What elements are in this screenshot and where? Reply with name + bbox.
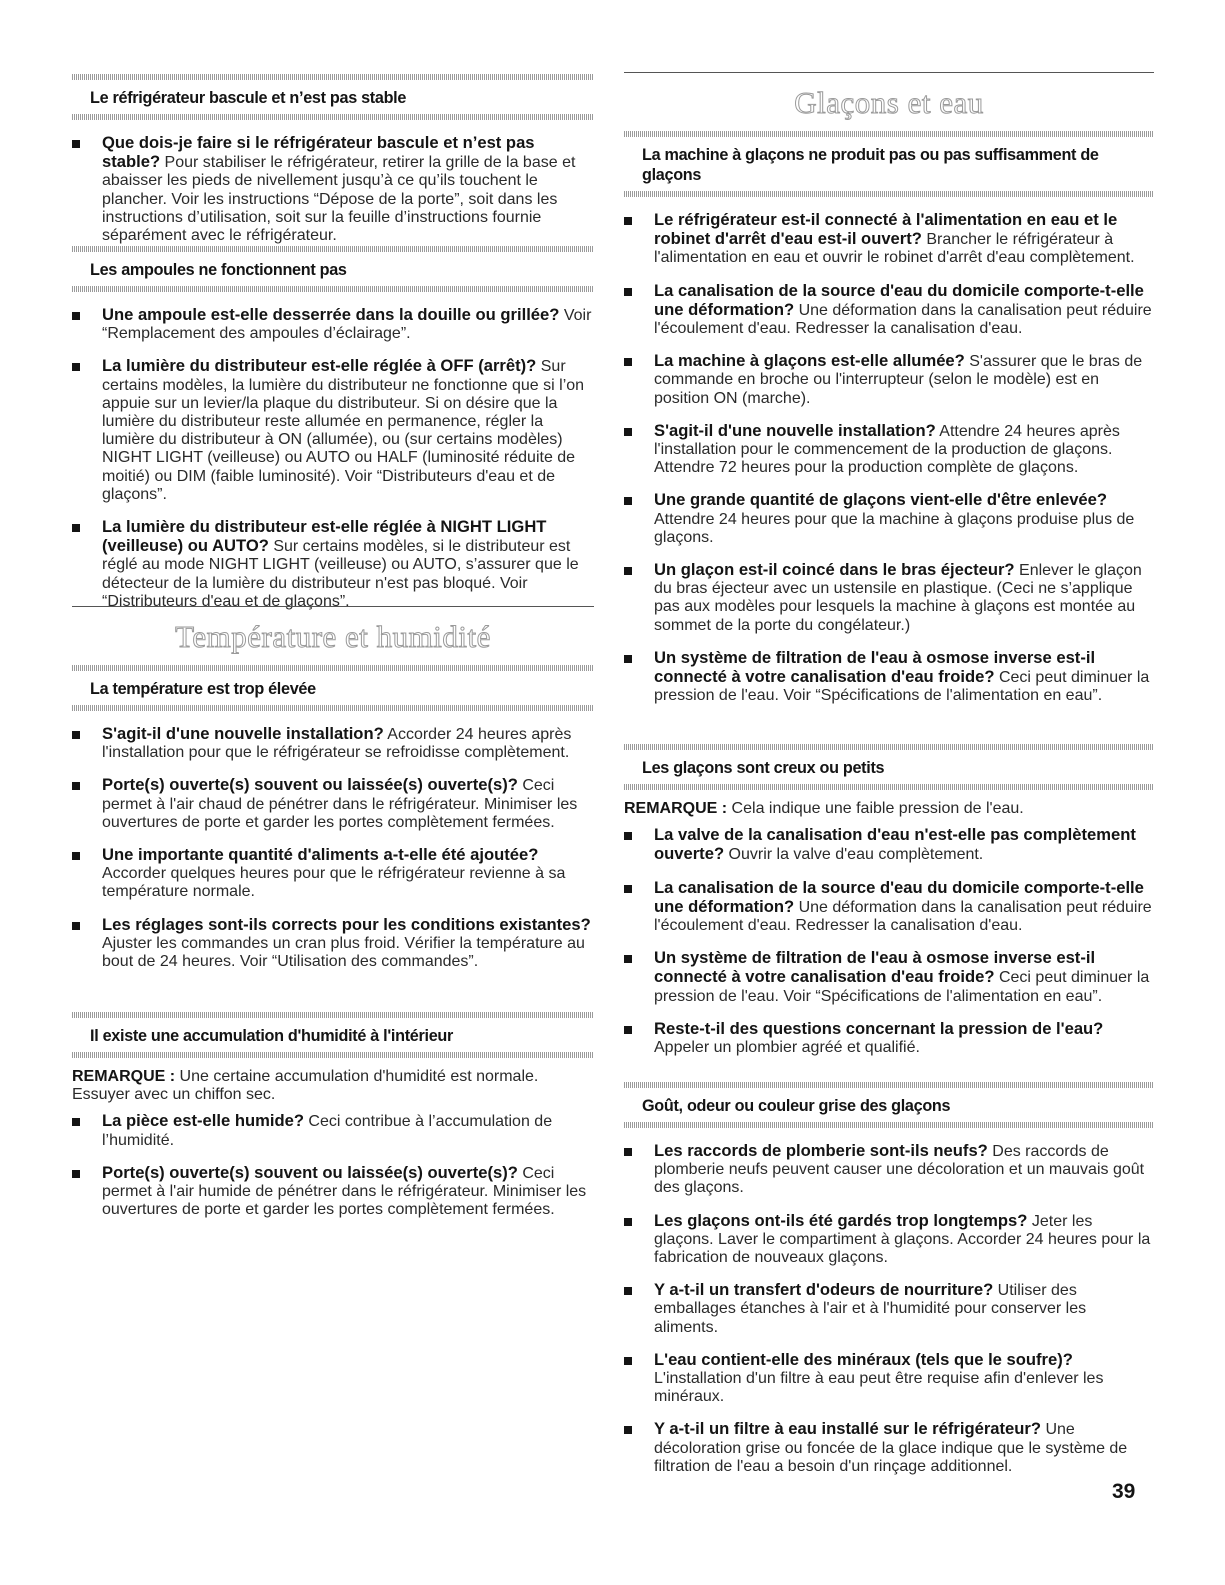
subsection-title: Les ampoules ne fonctionnent pas — [90, 261, 347, 279]
item-answer: Des raccords de plomberie neufs peuvent causer une décoloration et un mauvais goût des glaçons. — [654, 1143, 1145, 1197]
item-question: La lumière du distributeur est-elle réglée à NIGHT LIGHT (veilleuse) ou AUTO? — [102, 517, 547, 556]
list-item — [624, 649, 1154, 706]
item-answer: Sur certains modèles, si le distributeur est réglé au mode NIGHT LIGHT (veilleuse) ou AUTO, s’assurer que le détecteur de la lumière du distributeur n'est pas bloqué. Voir “Distributeurs d'eau et de glaçons”. — [102, 538, 579, 610]
item-question: Porte(s) ouverte(s) souvent ou laissée(s) ouverte(s)? — [102, 775, 518, 795]
section-hollow-cubes — [624, 744, 1154, 1057]
item-answer: Ceci peut diminuer la pression de l'eau. Voir “Spécifications de l'alimentation en eau”. — [654, 669, 1150, 705]
item-answer: Ceci peut diminuer la pression de l'eau. Voir “Spécifications de l'alimentation en eau”. — [654, 969, 1150, 1005]
hatch-divider — [624, 1122, 1154, 1128]
list-item — [72, 916, 594, 972]
item-answer: Accorder quelques heures pour que le réfrigérateur revienne à sa température normale. — [102, 865, 566, 901]
item-question: Les réglages sont-ils corrects pour les conditions existantes? — [102, 914, 591, 934]
item-question: Y a-t-il un transfert d'odeurs de nourriture? — [654, 1280, 994, 1300]
item-answer: Ceci contribue à l’accumulation de l’humidité. — [102, 1113, 553, 1149]
item-answer: Utiliser des emballages étanches à l'air et à l'humidité pour conserver les aliments. — [654, 1282, 1087, 1336]
section-heading: Température et humidité — [175, 619, 491, 654]
item-question: Une ampoule est-elle desserrée dans la douille ou grillée? — [102, 305, 560, 324]
hatch-divider — [72, 286, 594, 292]
list-item — [624, 879, 1154, 936]
section-ice-water — [624, 72, 1154, 705]
item-answer: Brancher le réfrigérateur à l'alimentation en eau et ouvrir le robinet d'arrêt d'eau complètement. — [654, 231, 1135, 267]
list-item — [72, 1112, 594, 1149]
section-bulbs — [72, 246, 594, 611]
note-label: REMARQUE : — [72, 1068, 176, 1085]
note-text: Cela indique une faible pression de l'eau. — [727, 800, 1024, 817]
item-question: La pièce est-elle humide? — [102, 1111, 304, 1131]
list-item — [72, 1164, 594, 1220]
list-item — [624, 1281, 1154, 1337]
item-question: Que dois-je faire si le réfrigérateur bascule et n’est pas stable? — [102, 133, 535, 172]
subsection-title: La machine à glaçons ne produit pas ou pas suffisamment de glaçons — [642, 146, 1099, 184]
item-question: La canalisation de la source d'eau du domicile comporte-t-elle une déformation? — [654, 877, 1144, 916]
page-number: 39 — [1112, 1480, 1136, 1503]
item-question: Un glaçon est-il coincé dans le bras éjecteur? — [654, 560, 1015, 580]
item-answer: Ceci permet à l'air humide de pénétrer dans le réfrigérateur. Minimiser les ouvertures de porte et garder les portes complètement fermées. — [102, 1164, 587, 1219]
item-question: La machine à glaçons est-elle allumée? — [654, 351, 965, 371]
section-tipping — [72, 74, 594, 245]
list-item — [624, 1142, 1154, 1198]
list-item — [72, 134, 594, 245]
list-item — [624, 826, 1154, 864]
hatch-divider — [624, 784, 1154, 790]
section-moisture — [72, 1012, 594, 1219]
note-text: Une certaine accumulation d'humidité est normale. Essuyer avec un chiffon sec. — [72, 1068, 539, 1104]
section-taste-odor — [624, 1082, 1154, 1476]
list-item — [624, 1420, 1154, 1476]
item-answer: L'installation d'un filtre à eau peut être requise afin d'enlever les minéraux. — [654, 1370, 1104, 1406]
item-question: Porte(s) ouverte(s) souvent ou laissée(s) ouverte(s)? — [102, 1162, 518, 1182]
item-answer: Pour stabiliser le réfrigérateur, retirer la grille de la base et abaisser les pieds de nivellement jusqu’à ce qu’ils touchent le plancher. Voir les instructions “Dépose de la porte”, soit dans les instructions d’utilisation, soit sur la feuille d’instructions fournie séparément avec le réfrigérateur. — [102, 154, 576, 245]
hatch-divider — [72, 705, 594, 711]
note-label: REMARQUE : — [624, 800, 728, 817]
list-item — [624, 1212, 1154, 1268]
section-heading: Glaçons et eau — [794, 85, 984, 120]
item-answer: Accorder 24 heures après l'installation pour que le réfrigérateur se refroidisse complètement. — [102, 726, 572, 762]
section-temperature-humidity — [72, 606, 594, 971]
item-question: Les raccords de plomberie sont-ils neufs? — [654, 1141, 988, 1160]
list-item — [624, 422, 1154, 478]
item-question: Les glaçons ont-ils été gardés trop longtemps? — [654, 1210, 1028, 1230]
list-item — [624, 282, 1154, 339]
subsection-title: Les glaçons sont creux ou petits — [642, 759, 885, 777]
item-question: La valve de la canalisation d'eau n'est-elle pas complètement ouverte? — [654, 825, 1136, 864]
hatch-divider — [72, 114, 594, 120]
item-question: Reste-t-il des questions concernant la pression de l'eau? — [654, 1018, 1104, 1038]
item-question: Un système de filtration de l'eau à osmose inverse est-il connecté à votre canalisation d'eau froide? — [654, 647, 1096, 687]
list-item — [624, 1020, 1154, 1057]
list-item — [72, 306, 594, 343]
item-question: Un système de filtration de l'eau à osmose inverse est-il connecté à votre canalisation d'eau froide? — [654, 948, 1096, 987]
subsection-title: Il existe une accumulation d'humidité à l'intérieur — [90, 1027, 453, 1045]
list-item — [624, 211, 1154, 268]
item-question: S'agit-il d'une nouvelle installation? — [102, 724, 384, 743]
list-item — [72, 776, 594, 832]
item-question: S'agit-il d'une nouvelle installation? — [654, 420, 936, 440]
subsection-title: Le réfrigérateur bascule et n’est pas stable — [90, 89, 407, 107]
hatch-divider — [72, 1052, 594, 1058]
list-item — [72, 725, 594, 762]
item-question: Le réfrigérateur est-il connecté à l'alimentation en eau et le robinet d'arrêt d'eau est-il ouvert? — [654, 210, 1118, 249]
list-item — [624, 491, 1154, 547]
item-answer: Jeter les glaçons. Laver le compartiment à glaçons. Accorder 24 heures pour la fabrication de nouveaux glaçons. — [654, 1212, 1151, 1267]
list-item — [624, 352, 1154, 408]
subsection-title: Goût, odeur ou couleur grise des glaçons — [642, 1097, 951, 1115]
list-item — [72, 518, 594, 611]
item-answer: Ouvrir la valve d'eau complètement. — [724, 846, 984, 864]
item-answer: Sur certains modèles, la lumière du distributeur ne fonctionne que si l’on appuie sur un levier/la plaque du distributeur. Si on désire que la lumière du distributeur reste allumée en permanence, régler la lumière du distributeur à ON (allumée), ou (sur certains modèles) NIGHT LIGHT (veilleuse) ou AUTO ou HALF (luminosité réduite de moitié) ou DIM (faible luminosité). Voir “Distributeurs d'eau et de glaçons”. — [102, 358, 585, 503]
list-item — [72, 846, 594, 902]
item-answer: Une déformation dans la canalisation peut réduire l'écoulement d'eau. Redresser la canalisation d'eau. — [654, 898, 1152, 935]
list-item — [624, 1351, 1154, 1407]
item-question: Une importante quantité d'aliments a-t-elle été ajoutée? — [102, 845, 539, 865]
list-item — [624, 561, 1154, 635]
item-question: La canalisation de la source d'eau du domicile comporte-t-elle une déformation? — [654, 280, 1144, 319]
note — [624, 800, 1154, 818]
item-answer: Voir “Remplacement des ampoules d’éclairage”. — [102, 307, 592, 343]
item-answer: Attendre 24 heures après l'installation pour le commencement de la production de glaçons. Attendre 72 heures pour la production complète de glaçons. — [654, 422, 1120, 477]
item-answer: Ceci permet à l'air chaud de pénétrer dans le réfrigérateur. Minimiser les ouvertures de porte et garder les portes complètement fermées. — [102, 777, 578, 831]
item-question: L'eau contient-elle des minéraux (tels que le soufre)? — [654, 1349, 1073, 1369]
item-answer: Ajuster les commandes un cran plus froid. Vérifier la température au bout de 24 heures. Voir “Utilisation des commandes”. — [102, 934, 585, 971]
list-item — [72, 357, 594, 504]
item-question: La lumière du distributeur est-elle réglée à OFF (arrêt)? — [102, 356, 537, 376]
subsection-title: La température est trop élevée — [90, 680, 316, 698]
item-answer: Attendre 24 heures pour que la machine à glaçons produise plus de glaçons. — [654, 510, 1135, 546]
item-answer: Enlever le glaçon du bras éjecteur avec un ustensile en plastique. (Ceci ne s’applique pas aux modèles pour lesquels la machine à glaçons est montée au sommet de la porte du congélateur.) — [654, 562, 1142, 634]
list-item — [624, 949, 1154, 1006]
note — [72, 1068, 594, 1104]
item-answer: Une déformation dans la canalisation peut réduire l'écoulement d'eau. Redresser la canalisation d'eau. — [654, 301, 1152, 338]
item-question: Une grande quantité de glaçons vient-elle d'être enlevée? — [654, 490, 1108, 510]
item-answer: Appeler un plombier agréé et qualifié. — [654, 1039, 920, 1057]
item-answer: Une décoloration grise ou foncée de la glace indique que le système de filtration de l'eau a besoin d'un rinçage additionnel. — [654, 1421, 1128, 1475]
hatch-divider — [624, 191, 1154, 197]
item-answer: S'assurer que le bras de commande en broche ou l'interrupteur (selon le modèle) est en position ON (marche). — [654, 353, 1143, 407]
item-question: Y a-t-il un filtre à eau installé sur le réfrigérateur? — [654, 1419, 1041, 1439]
